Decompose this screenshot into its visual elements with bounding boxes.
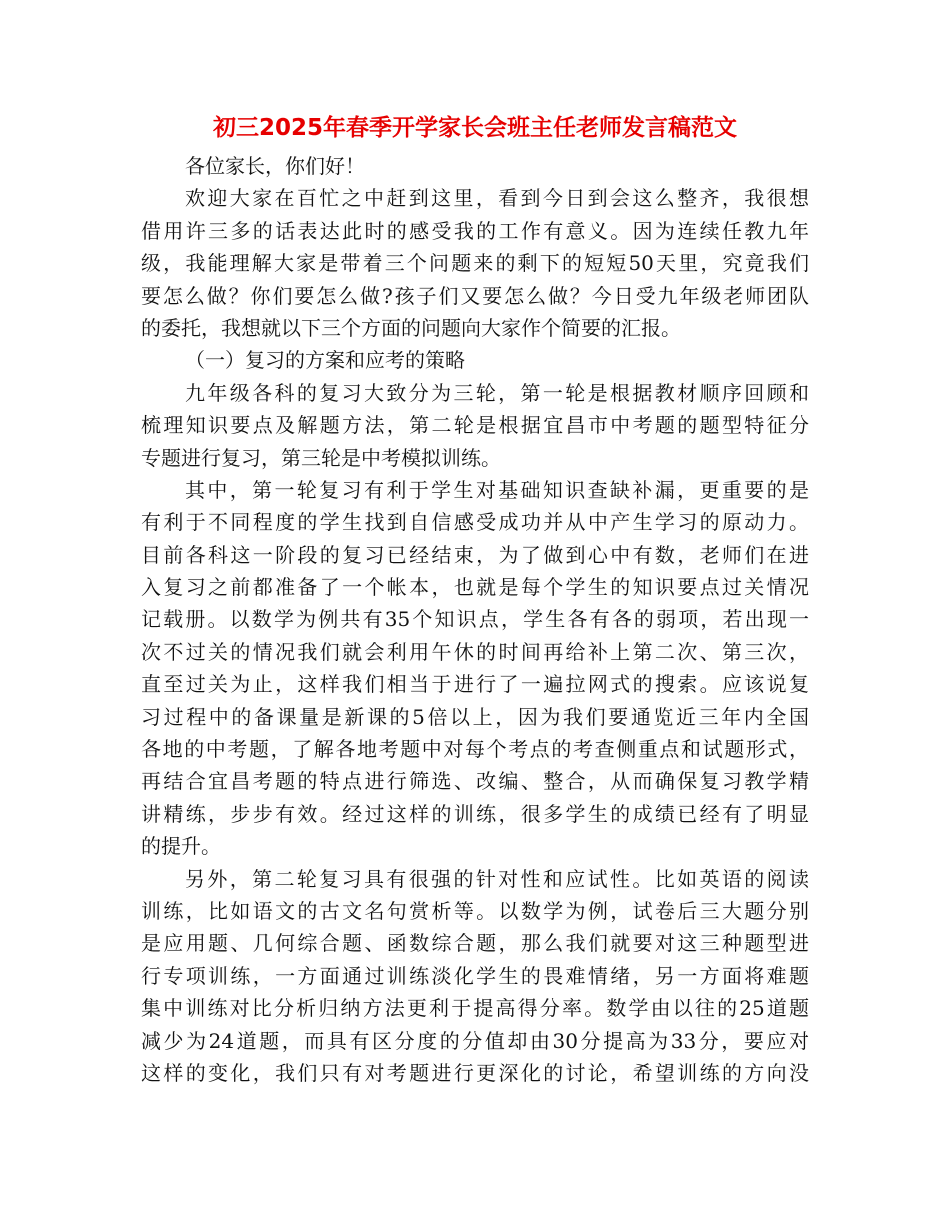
text-line: 梳理知识要点及解题方法，第二轮是根据宜昌市中考题的题型特征分 <box>141 413 809 438</box>
text-line: 九年级各科的复习大致分为三轮，第一轮是根据教材顺序回顾和 <box>185 380 809 405</box>
text-line: 的提升。 <box>141 834 221 859</box>
text-line: 行专项训练，一方面通过训练淡化学生的畏难情绪，另一方面将难题 <box>141 963 809 988</box>
text-line: 这样的变化，我们只有对考题进行更深化的讨论，希望训练的方向没 <box>141 1060 809 1085</box>
text-line: 讲精练，步步有效。经过这样的训练，很多学生的成绩已经有了明显 <box>141 801 809 826</box>
document-body <box>141 150 809 1089</box>
text-line: 欢迎大家在百忙之中赶到这里，看到今日到会这么整齐，我很想 <box>185 186 809 211</box>
text-line: 其中，第一轮复习有利于学生对基础知识查缺补漏，更重要的是 <box>185 477 809 502</box>
text-line: 次不过关的情况我们就会利用午休的时间再给补上第二次、第三次， <box>141 639 809 664</box>
text-line: 是应用题、几何综合题、函数综合题，那么我们就要对这三种题型进 <box>141 931 809 956</box>
document-title: 初三2025年春季开学家长会班主任老师发言稿范文 <box>212 115 737 141</box>
greeting-line: 各位家长，你们好！ <box>185 154 365 178</box>
text-line: 专题进行复习，第三轮是中考模拟训练。 <box>141 445 501 470</box>
text-line: 另外，第二轮复习具有很强的针对性和应试性。比如英语的阅读 <box>185 866 809 891</box>
text-line: 集中训练对比分析归纳方法更利于提高得分率。数学由以往的25道题 <box>141 996 809 1021</box>
text-line: 再结合宜昌考题的特点进行筛选、改编、整合，从而确保复习教学精 <box>141 769 809 794</box>
text-line: 减少为24道题，而具有区分度的分值却由30分提高为33分，要应对 <box>141 1028 809 1053</box>
text-line: 入复习之前都准备了一个帐本，也就是每个学生的知识要点过关情况 <box>141 575 809 600</box>
text-line: 级，我能理解大家是带着三个问题来的剩下的短短50天里，究竟我们 <box>141 251 809 276</box>
text-line: 各地的中考题，了解各地考题中对每个考点的考查侧重点和试题形式， <box>141 737 809 762</box>
text-line: 借用许三多的话表达此时的感受我的工作有意义。因为连续任教九年 <box>141 218 809 243</box>
text-line: 目前各科这一阶段的复习已经结束，为了做到心中有数，老师们在进 <box>141 542 809 567</box>
text-line: 习过程中的备课量是新课的5倍以上，因为我们要通览近三年内全国 <box>141 704 809 729</box>
text-line: 训练，比如语文的古文名句赏析等。以数学为例，试卷后三大题分别 <box>141 898 809 923</box>
text-line: 有利于不同程度的学生找到自信感受成功并从中产生学习的原动力。 <box>141 510 809 535</box>
section-heading: （一）复习的方案和应考的策略 <box>185 348 465 373</box>
text-line: 记载册。以数学为例共有35个知识点，学生各有各的弱项，若出现一 <box>141 607 809 632</box>
text-line: 的委托，我想就以下三个方面的问题向大家作个简要的汇报。 <box>141 315 681 340</box>
text-line: 直至过关为止，这样我们相当于进行了一遍拉网式的搜索。应该说复 <box>141 672 809 697</box>
text-line: 要怎么做？你们要怎么做?孩子们又要怎么做？今日受九年级老师团队 <box>141 283 809 308</box>
